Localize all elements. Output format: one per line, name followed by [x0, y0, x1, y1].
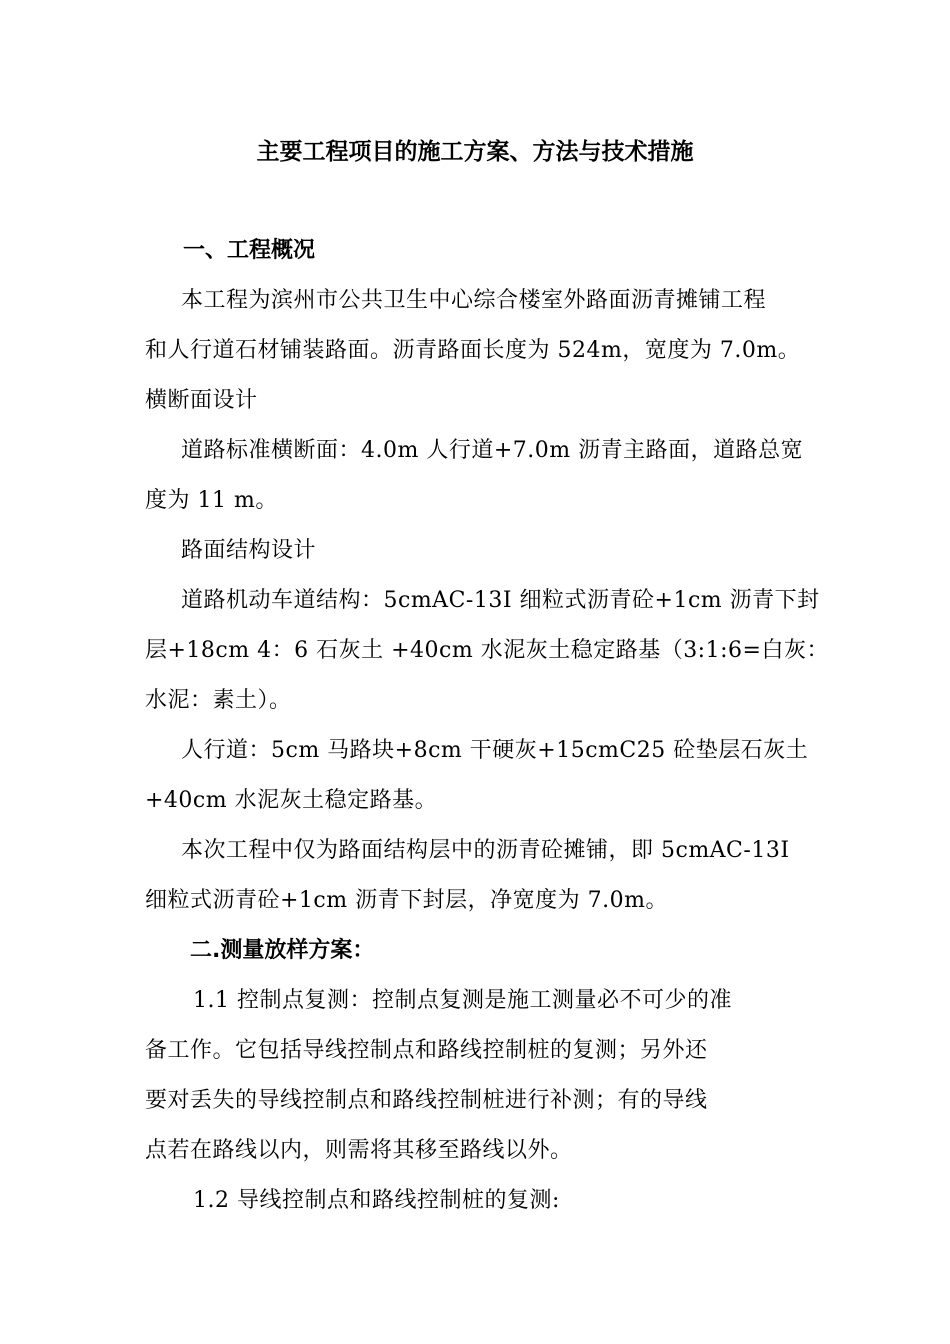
- document-title: 主要工程项目的施工方案、方法与技术措施: [256, 139, 694, 165]
- paragraph-line: 路面结构设计: [181, 538, 317, 563]
- paragraph-line: 人行道：5cm 马路块+8cm 干硬灰+15cmC25 砼垫层石灰土: [181, 738, 809, 763]
- paragraph-line: 本工程为滨州市公共卫生中心综合楼室外路面沥青摊铺工程: [181, 288, 767, 313]
- section-heading-overview: 一、工程概况: [183, 238, 316, 263]
- paragraph-line: 细粒式沥青砼+1cm 沥青下封层，净宽度为 7.0m。: [145, 888, 668, 913]
- section-heading-survey: 二.测量放样方案：: [190, 938, 375, 963]
- paragraph-line: 备工作。它包括导线控制点和路线控制桩的复测；另外还: [145, 1038, 708, 1063]
- paragraph-line: 本次工程中仅为路面结构层中的沥青砼摊铺，即 5cmAC-13I: [181, 838, 790, 863]
- paragraph-line: 和人行道石材铺装路面。沥青路面长度为 524m，宽度为 7.0m。: [145, 338, 801, 363]
- paragraph-line: 1.1 控制点复测：控制点复测是施工测量必不可少的准: [193, 988, 732, 1013]
- paragraph-line: 道路机动车道结构：5cmAC-13I 细粒式沥青砼+1cm 沥青下封: [181, 588, 820, 613]
- paragraph-line: 道路标准横断面：4.0m 人行道+7.0m 沥青主路面，道路总宽: [181, 438, 804, 463]
- paragraph-line: 要对丢失的导线控制点和路线控制桩进行补测；有的导线: [145, 1088, 708, 1113]
- paragraph-line: +40cm 水泥灰土稳定路基。: [145, 788, 438, 813]
- paragraph-line: 层+18cm 4：6 石灰土 +40cm 水泥灰土稳定路基（3:1:6=白灰：: [145, 638, 829, 663]
- paragraph-line: 横断面设计: [145, 388, 258, 413]
- paragraph-line: 水泥：素土）。: [145, 688, 292, 713]
- paragraph-line: 1.2 导线控制点和路线控制桩的复测:: [193, 1188, 560, 1213]
- paragraph-line: 度为 11 m。: [145, 488, 278, 513]
- paragraph-line: 点若在路线以内，则需将其移至路线以外。: [145, 1138, 573, 1163]
